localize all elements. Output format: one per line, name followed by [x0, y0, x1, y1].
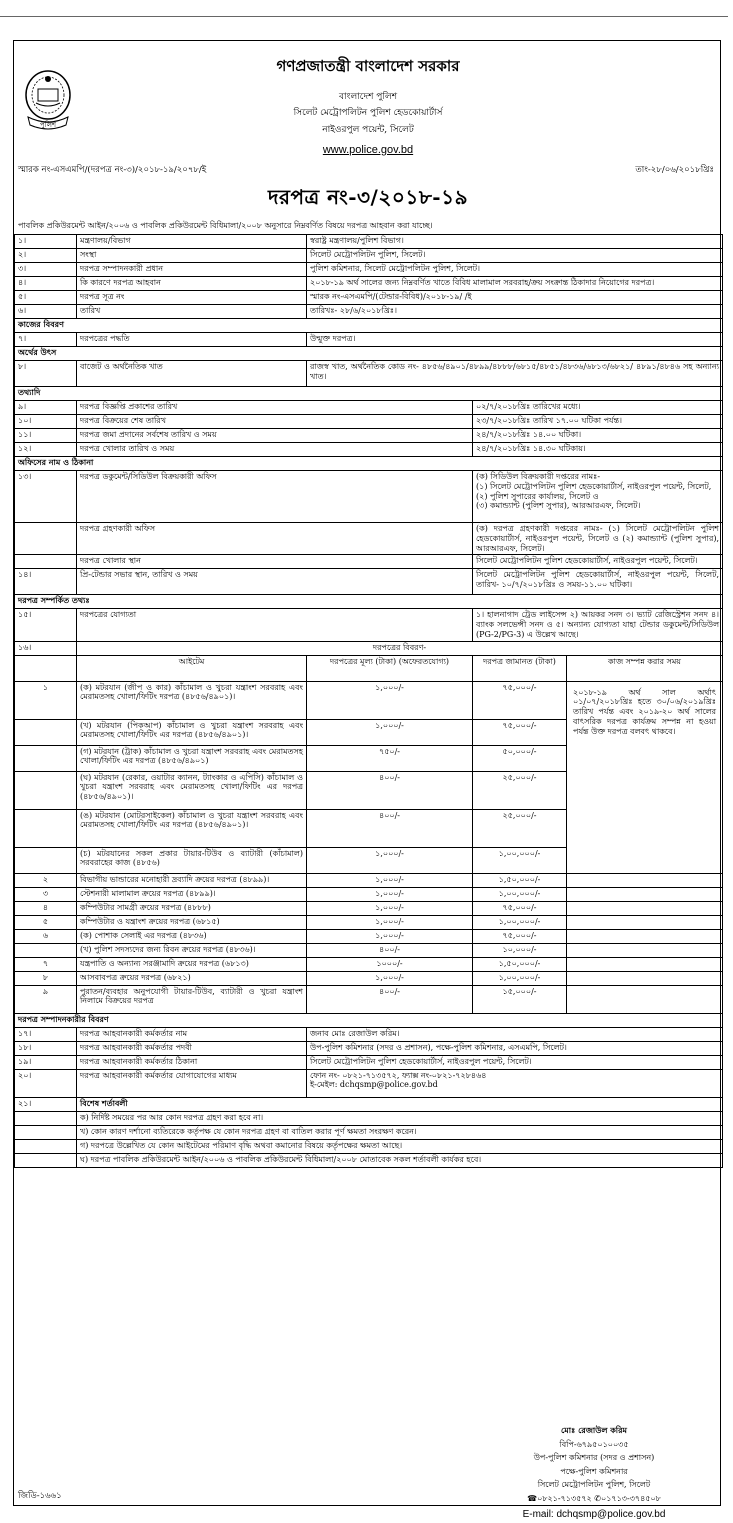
item-price: ৪০০/- — [307, 809, 473, 847]
condition-row — [15, 1125, 723, 1139]
government-title: গণপ্রজাতন্ত্রী বাংলাদেশ সরকার — [276, 57, 460, 75]
condition-row — [15, 1139, 723, 1153]
table-row — [15, 361, 723, 387]
table-row — [15, 249, 723, 263]
item-security: ২৫,০০০/- — [473, 809, 567, 847]
item-price: ১,০০০/- — [307, 915, 473, 929]
item-price: ১,০০০/- — [307, 847, 473, 873]
table-row — [15, 887, 723, 901]
schedule-office-line: (৩) কমান্ড্যান্ট (পুলিশ সুপার), আরআরএফ, সিলেট। — [476, 501, 641, 511]
item-price: ৪০০/- — [307, 985, 473, 1013]
item-number — [15, 745, 77, 771]
item-text: আসবাবপত্র ক্রয়ের দরপত্র (৬৮২১) — [77, 971, 307, 985]
row-value: ২০১৮-১৯ অর্থ সালের জন্য নিম্নবর্ণিত খাতে বিবিধ মালামাল সরবরাহ/ক্রয় সংক্রান্ত ঠিকাদার নিয়োগের দরপত্র। — [307, 277, 723, 291]
item-text: স্টেশনারী মালামাল ক্রয়ের দরপত্র (৪৮৯৯)। — [77, 887, 307, 901]
conditions-title: বিশেষ শর্তাবলী — [77, 1097, 723, 1111]
row-number: ১। — [15, 235, 77, 249]
item-number: ৮ — [15, 971, 77, 985]
section-heading — [15, 595, 723, 609]
row-label: দরপত্র জমা প্রদানের সর্বশেষ তারিখ ও সময় — [77, 429, 473, 443]
item-security: ২৫,০০০/- — [473, 771, 567, 809]
table-row — [15, 1027, 723, 1041]
emblem-caption: পুলিশ — [39, 121, 57, 129]
signatory-org: সিলেট মেট্রোপলিটন পুলিশ, সিলেট — [537, 1480, 651, 1490]
table-header-row — [15, 655, 723, 681]
row-number: ২০। — [15, 1069, 77, 1097]
row-number: ৫। — [15, 291, 77, 305]
item-price: ১,০০০/- — [307, 719, 473, 745]
table-row — [15, 429, 723, 443]
item-price: ১,০০০/- — [307, 887, 473, 901]
table-row — [15, 291, 723, 305]
table-row — [15, 915, 723, 929]
item-security: ১,০০,০০০/- — [473, 971, 567, 985]
item-text: কম্পিউটার সামগ্রী ক্রয়ের দরপত্র (৪৮৮৮) — [77, 901, 307, 915]
item-price: ৪০০/- — [307, 771, 473, 809]
table-row — [15, 235, 723, 249]
item-security: ৭৫,০০০/- — [473, 929, 567, 943]
item-number: ৩ — [15, 887, 77, 901]
table-row — [15, 681, 723, 719]
table-row — [15, 277, 723, 291]
table-row — [15, 401, 723, 415]
item-text: (খ) মটরযান (পিকআপ) কাঁচামাল ও খুচরা যন্ত্রাংশ সরবরাহ এবং মেরামতসহ খোলা/ফিটিং এর দরপত্র (৪৮৫৬/৪৯০১)। — [77, 719, 307, 745]
table-row — [15, 929, 723, 943]
row-label: প্রি-টেন্ডার সভার স্থান, তারিখ ও সময় — [77, 569, 473, 595]
row-value: সিলেট মেট্রোপলিটন পুলিশ হেডকোয়ার্টার্স, নাইওরপুল পয়েন্ট, সিলেট। — [473, 555, 723, 569]
item-security: ১,০০,০০০/- — [473, 915, 567, 929]
condition-item: খ) কোন কারণ দর্শানো ব্যতিরেকে কর্তৃপক্ষ যে কোন দরপত্র গ্রহণ বা বাতিল করার পূর্ণ ক্ষমতা সংরক্ষণ করেন। — [77, 1125, 723, 1139]
row-label: দরপত্র সম্পাদনকারী প্রধান — [77, 263, 307, 277]
item-number — [15, 771, 77, 809]
row-value: সিলেট মেট্রোপলিটন পুলিশ হেডকোয়ার্টার্স, নাইওরপুল পয়েন্ট, সিলেট। — [307, 1055, 723, 1069]
row-value: রাজস্ব খাত, অর্থনৈতিক কোড নং- ৪৮৫৬/৪৯০১/৪৮৯৯/৪৮৮৮/৬৮১৫/৪৮৫১/৪৮৩৬/৬৮১৩/৬৮২১/ ৪৮৯১/৪৮৪৬ সহ অন্যান্য খাত। — [307, 361, 723, 387]
item-price: ৪০০/- — [307, 943, 473, 957]
table-row — [15, 263, 723, 277]
row-label: দরপত্র আহবানকারী কর্মকর্তার ঠিকানা — [77, 1055, 307, 1069]
item-price: ১০০০/- — [307, 957, 473, 971]
table-row — [15, 957, 723, 971]
condition-item: গ) দরপত্রে উল্লেখিত যে কোন আইটেমের পরিমাণ বৃদ্ধি অথবা কমানোর বিষয়ে কর্তৃপক্ষের ক্ষমতা আছে। — [77, 1139, 723, 1153]
item-number: ৯ — [15, 985, 77, 1013]
table-row — [15, 1041, 723, 1055]
section-title: তথ্যাদি — [15, 387, 723, 401]
signature-block — [474, 1424, 714, 1523]
row-value: ০২/৭/২০১৮খ্রিঃ তারিখের মধ্যে। — [473, 401, 723, 415]
item-security: ৭৫,০০০/- — [473, 681, 567, 719]
item-number — [15, 809, 77, 847]
row-value: ২৪/৭/২০১৮খ্রিঃ ১৪.৩০ ঘটিকায়। — [473, 443, 723, 457]
contact-email[interactable]: ই-মেইল: dchqsmp@police.gov.bd — [310, 1080, 438, 1090]
section-title: অফিসের নাম ও ঠিকানা — [15, 457, 723, 471]
item-text: (খ) পুলিশ সদস্যদের জন্য রিবন ক্রয়ের দরপত্র (৪৮৩৬)। — [77, 943, 307, 957]
row-label: দরপত্র সূত্র নং — [77, 291, 307, 305]
row-number: ১২। — [15, 443, 77, 457]
table-row — [15, 873, 723, 887]
row-label: দরপত্র বিক্রয়ের শেষ তারিখ — [77, 415, 473, 429]
row-label: দরপত্র আহবানকারী কর্মকর্তার পদবী — [77, 1041, 307, 1055]
table-row — [15, 1097, 723, 1111]
row-value — [473, 471, 723, 523]
tender-title: দরপত্র নং-৩/২০১৮-১৯ — [267, 185, 469, 209]
row-value: স্মারক নং-এসএমপি/(টেন্ডার-বিবিধ)/২০১৮-১৯/ /ই — [307, 291, 723, 305]
item-text: কম্পিউটার ও যন্ত্রাংশ ক্রয়ের দরপত্র (৬৮১৫) — [77, 915, 307, 929]
row-value: (ক) দরপত্র গ্রহণকারী দপ্তরের নামঃ- (১) সিলেট মেট্রোপলিটন পুলিশ হেডকোয়ার্টার্স, নাইওরপুল পয়েন্ট, সিলেট ও (২) কমান্ড্যান্ট (পুলিশ সুপার), আরআরএফ, সিলেট। — [473, 523, 723, 555]
condition-item: ক) নির্দিষ্ট সময়ের পর আর কোন দরপত্র গ্রহণ করা হবে না। — [77, 1111, 723, 1125]
item-number: ২ — [15, 873, 77, 887]
intro-text: পাবলিক প্রকিউরমেন্ট আইন/২০০৬ ও পাবলিক প্রকিউরমেন্ট বিধিমালা/২০০৮ অনুসারে নিম্নবর্ণিত বিষয়ে দরপত্র আহবান করা যাচ্ছে। — [18, 221, 433, 230]
item-number: ৫ — [15, 915, 77, 929]
row-label: মন্ত্রণালয়/বিভাগ — [77, 235, 307, 249]
row-number: ১৯। — [15, 1055, 77, 1069]
item-text: (ক) মটরযান (জীপ ও কার) কাঁচামাল ও খুচরা যন্ত্রাংশ সরবরাহ এবং মেরামতসহ খোলা/ফিটিং দরপত্র (৪৮৫৬/৪৯০১)। — [77, 681, 307, 719]
item-security: ১,০০,০০০/- — [473, 887, 567, 901]
row-number: ১৫। — [15, 609, 77, 641]
row-label: দরপত্রের যোগ্যতা — [77, 609, 473, 641]
table-row — [15, 555, 723, 569]
section-heading — [15, 457, 723, 471]
row-value — [307, 1069, 723, 1097]
row-number: ১৮। — [15, 1041, 77, 1055]
item-price: ১,০০০/- — [307, 929, 473, 943]
row-value: স্বরাষ্ট্র মন্ত্রণালয়/পুলিশ বিভাগ। — [307, 235, 723, 249]
item-security: ১০,০০০/- — [473, 943, 567, 957]
row-label: দরপত্র খোলার স্থান — [77, 555, 473, 569]
signatory-on-behalf: পক্ষে-পুলিশ কমিশনার — [560, 1466, 628, 1476]
website-link[interactable]: www.police.gov.bd — [322, 144, 414, 156]
row-number: ৭। — [15, 333, 77, 347]
top-rule — [0, 16, 728, 17]
item-security: ৭৫,০০০/- — [473, 901, 567, 915]
row-number: ২১। — [15, 1097, 77, 1111]
signatory-name: মোঃ রেজাউল করিম — [561, 1425, 627, 1435]
table-row — [15, 333, 723, 347]
item-price: ১,০০০/- — [307, 901, 473, 915]
table-row — [15, 971, 723, 985]
row-value: জনাব মোঃ রেজাউল করিম। — [307, 1027, 723, 1041]
table-row — [15, 1069, 723, 1097]
section-heading — [15, 347, 723, 361]
condition-item: ঘ) দরপত্র পাবলিক প্রকিউরমেন্ট আইন/২০০৬ ও পাবলিক প্রকিউরমেন্ট বিধিমালা/২০০৮ মোতাবেক সকল শর্তাবলী কার্যকর হবে। — [77, 1153, 723, 1167]
item-security: ১,৫০,০০০/- — [473, 873, 567, 887]
section-title: অর্থের উৎস — [15, 347, 723, 361]
row-value: ২৪/৭/২০১৮খ্রিঃ ১৪.০০ ঘটিকা। — [473, 429, 723, 443]
table-row — [15, 443, 723, 457]
contact-phone-fax: ফোন নং- ০৮২১-৭১৩৫৭২, ফ্যাক্স নং-০৮২১-৭২৮৪৬৪ — [310, 1070, 487, 1080]
row-label: দরপত্র বিজ্ঞপ্তি প্রকাশের তারিখ — [77, 401, 473, 415]
signatory-email[interactable]: E-mail: dchqsmp@police.gov.bd — [522, 1508, 666, 1520]
row-label: তারিখ — [77, 305, 307, 319]
schedule-office-line: (১) সিলেট মেট্রোপলিটন পুলিশ হেডকোয়ার্টার্স, নাইওরপুল পয়েন্ট, সিলেট, (২) পুলিশ সুপারের কার্যালয়, সিলেট ও — [476, 481, 712, 501]
item-text: (ঘ) মটরযান (রেকার, ওয়াটার ক্যানন, ট্যাংকার ও এপিসি) কাঁচামাল ও খুচরা যন্ত্রাংশ সরবরাহ এবং মেরামতসহ খোলা/ফিটিং এর দরপত্র (৪৮৫৬/৪৯০১)। — [77, 771, 307, 809]
item-number — [15, 943, 77, 957]
condition-row — [15, 1111, 723, 1125]
row-number: ৬। — [15, 305, 77, 319]
table-row — [15, 471, 723, 523]
item-number: ৪ — [15, 901, 77, 915]
row-value: তারিখঃ- ২৮/৬/২০১৮খ্রিঃ। — [307, 305, 723, 319]
column-header-price: দরপত্রের মূল্য (টাকা) (অফেরতযোগ্য) — [307, 655, 473, 681]
row-number: ১০। — [15, 415, 77, 429]
item-number: ৬ — [15, 929, 77, 943]
tender-notice — [13, 40, 721, 1520]
row-value: ১। হালনাগাদ ট্রেড লাইসেন্স ২) আয়কর সনদ ৩। ভ্যাট রেজিস্ট্রেশন সনদ ৪। ব্যাংক সলভেন্সী সনদ ও ৫। অন্যান্য যোগ্যতা যাহা টেন্ডার ডকুমেন্ট/সিডিউল (PG-2/PG-3) এ উল্লেখ আছে। — [473, 609, 723, 641]
signatory-bp: বিপি-৬৭৯৫০১০০৩৫ — [559, 1439, 629, 1449]
row-label: দরপত্রের পদ্ধতি — [77, 333, 307, 347]
row-number: ৪। — [15, 277, 77, 291]
row-label: বাজেট ও অর্থনৈতিক খাত — [77, 361, 307, 387]
row-value: পুলিশ কমিশনার, সিলেট মেট্রোপলিটন পুলিশ, সিলেট। — [307, 263, 723, 277]
table-row — [15, 415, 723, 429]
schedule-office-line: (ক) সিডিউল বিক্রয়কারী দপ্তরের নামঃ- — [476, 472, 601, 481]
completion-time-note: ২০১৮-১৯ অর্থ সাল অর্থাৎ ০১/০৭/২০১৮খ্রিঃ হতে ৩০/০৬/২০১৯খ্রিঃ তারিখ পর্যন্ত এবং ২০১৯-২০ অর্থ সালের বাৎসরিক দরপত্র কার্যক্রম সম্পন্ন না হওয়া পর্যন্ত উক্ত দরপত্র বলবৎ থাকবে। — [567, 681, 723, 873]
item-security: ১৫,০০০/- — [473, 985, 567, 1013]
item-text: (গ) মটরযান (ট্রাক) কাঁচামাল ও খুচরা যন্ত্রাংশ সরবরাহ এবং মেরামতসহ খোলা/ফিটিং এর দরপত্র (৪৮৫৬/৪৯০১) — [77, 745, 307, 771]
department-name: বাংলাদেশ পুলিশ — [338, 92, 398, 102]
item-text: পুরাতন/ব্যবহার অনুপযোগী টায়ার-টিউব, ব্যাটারী ও খুচরা যন্ত্রাংশ নিলামে বিক্রয়ের দরপত্র — [77, 985, 307, 1013]
table-row — [15, 569, 723, 595]
gd-code: জিডি-১৬৬১ — [18, 1491, 62, 1501]
row-number: ১৩। — [15, 471, 77, 523]
office-name: সিলেট মেট্রোপলিটন পুলিশ হেডকোয়ার্টার্স — [293, 108, 443, 118]
row-label: দরপত্র খোলার তারিখ ও সময় — [77, 443, 473, 457]
row-label: দরপত্র ডকুমেন্ট/সিডিউল বিক্রয়কারী অফিস — [77, 471, 473, 523]
row-value: ২৩/৭/২০১৮খ্রিঃ তারিখ ১৭.০০ ঘটিকা পর্যন্ত। — [473, 415, 723, 429]
item-text: (চ) মটরযানের সকল প্রকার টায়ার-টিউব ও ব্যাটারী (কাঁচামাল) সরবরাহের কাজ (৪৮৫৬) — [77, 847, 307, 873]
item-text: যন্ত্রপাতি ও অন্যান্য সরঞ্জামাদি ক্রয়ের দরপত্র (৬৮১৩) — [77, 957, 307, 971]
section-title: কাজের বিবরণ — [15, 319, 723, 333]
row-number: ২। — [15, 249, 77, 263]
section-title: দরপত্র সম্পাদনকারীর বিবরণ — [15, 1013, 723, 1027]
row-number: ৯। — [15, 401, 77, 415]
row-label: দরপত্র আহবানকারী কর্মকর্তার নাম — [77, 1027, 307, 1041]
row-value: উপ-পুলিশ কমিশনার (সদর ও প্রশাসন), পক্ষে-পুলিশ কমিশনার, এসএমপি, সিলেট। — [307, 1041, 723, 1055]
row-value: উন্মুক্ত দরপত্র। — [307, 333, 723, 347]
row-label: দরপত্র আহবানকারী কর্মকর্তার যোগাযোগের মাধ্যম — [77, 1069, 307, 1097]
item-security: ১,৫০,০০০/- — [473, 957, 567, 971]
signatory-phone: ☎০৮২১-৭১৩৫৭২ ✆০১৭১৩-৩৭৪৫০৮ — [527, 1493, 661, 1503]
row-value: সিলেট মেট্রোপলিটন পুলিশ হেডকোয়ার্টার্স, নাইওরপুল পয়েন্ট, সিলেট, তারিখ- ১০/৭/২০১৮খ্রিঃ ও সময়-১১.০০ ঘটিকা। — [473, 569, 723, 595]
tender-table — [14, 234, 723, 1168]
item-text: (ক) পোশাক সেলাই এর দরপত্র (৪৮৩৬) — [77, 929, 307, 943]
item-number: ১ — [15, 681, 77, 719]
notice-date: তাং-২৮/০৬/২০১৮খ্রিঃ — [635, 165, 714, 175]
table-row — [15, 943, 723, 957]
column-header-time: কাজ সম্পন্ন করার সময় — [567, 655, 723, 681]
section-title: দরপত্র সম্পর্কিত তথ্যঃ — [15, 595, 723, 609]
item-security: ৭৫,০০০/- — [473, 719, 567, 745]
table-row — [15, 1055, 723, 1069]
row-number: ১৪। — [15, 569, 77, 595]
item-number — [15, 719, 77, 745]
row-label: দরপত্র গ্রহণকারী অফিস — [77, 523, 473, 555]
section-heading — [15, 319, 723, 333]
item-text: বিভাগীয় ভান্ডারের মনোহারী দ্রব্যাদি ক্রয়ের দরপত্র (৪৮৯৯)। — [77, 873, 307, 887]
row-number: ১৬। — [15, 641, 77, 655]
memo-number: স্মারক নং-এসএমপি/(দরপত্র নং-৩)/২০১৮-১৯/২০৭৮/ই — [18, 165, 207, 175]
row-number: ৮। — [15, 361, 77, 387]
item-price: ১,০০০/- — [307, 873, 473, 887]
item-security: ১,০০,০০০/- — [473, 847, 567, 873]
table-row — [15, 609, 723, 641]
table-row — [15, 985, 723, 1013]
office-address: নাইওরপুল পয়েন্ট, সিলেট — [322, 125, 414, 135]
item-text: (ঙ) মটরযান (মোটরসাইকেল) কাঁচামাল ও খুচরা যন্ত্রাংশ সরবরাহ এবং মেরামতসহ খোলা/ফিটিং এর দরপত্র (৪৮৫৬/৪৯০১)। — [77, 809, 307, 847]
item-price: ১,০০০/- — [307, 681, 473, 719]
row-number: ১৭। — [15, 1027, 77, 1041]
signatory-title: উপ-পুলিশ কমিশনার (সদর ও প্রশাসন) — [533, 1453, 655, 1463]
table-row — [15, 523, 723, 555]
item-price: ৭৫০/- — [307, 745, 473, 771]
column-header-security: দরপত্র জামানত (টাকা) — [473, 655, 567, 681]
table-row — [15, 641, 723, 655]
section-heading — [15, 387, 723, 401]
table-row — [15, 305, 723, 319]
row-value: সিলেট মেট্রোপলিটন পুলিশ, সিলেট। — [307, 249, 723, 263]
row-label: কি কারণে দরপত্র আহবান — [77, 277, 307, 291]
item-price: ১,০০০/- — [307, 971, 473, 985]
row-number: ১১। — [15, 429, 77, 443]
condition-row — [15, 1153, 723, 1167]
item-number — [15, 847, 77, 873]
item-number: ৭ — [15, 957, 77, 971]
item-security: ৫০,০০০/- — [473, 745, 567, 771]
column-header-item: আইটেম — [77, 655, 307, 681]
table-row — [15, 901, 723, 915]
row-number: ৩। — [15, 263, 77, 277]
tender-details-title: দরপত্রের বিবরণ- — [77, 641, 723, 655]
row-label: সংস্থা — [77, 249, 307, 263]
section-heading — [15, 1013, 723, 1027]
